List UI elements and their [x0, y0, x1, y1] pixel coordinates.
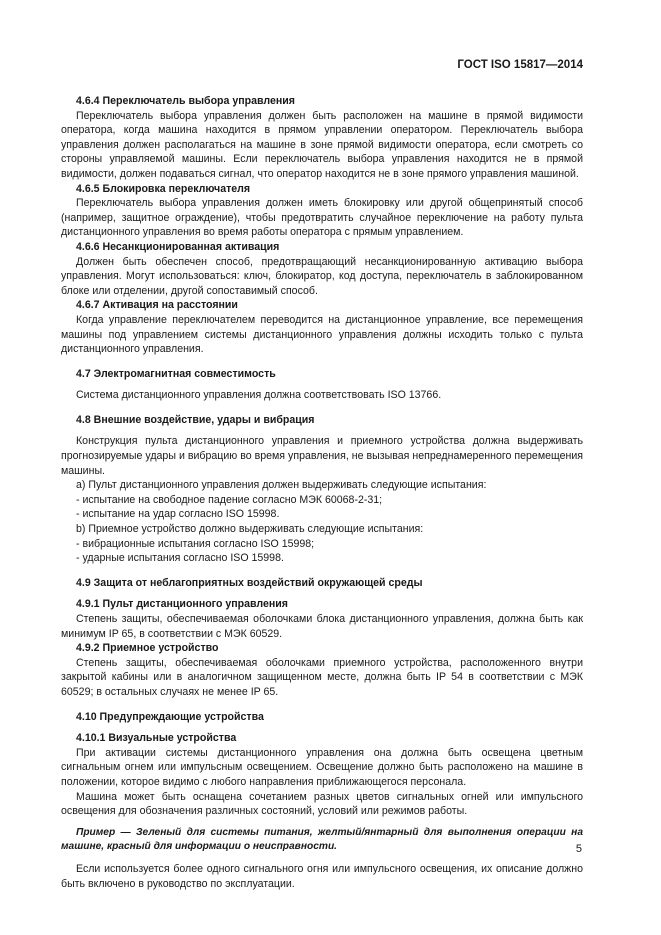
paragraph-4-6-4: Переключатель выбора управления должен быть расположен на машине в прямой видимости оператора, когда машина находится в прямом управлении оператором. Переключатель выбора управления должен располагаться на машине в зоне прямой видимости оператора, если смотреть со стороны управляемой машины. Если переключатель выбора управления находится не в прямой видимости, должен подаваться сигнал, что оператор находится не в зоне прямого управления машиной. [61, 109, 583, 180]
paragraph-4-9-2: Степень защиты, обеспечиваемая оболочками приемного устройства, расположенного внутри закрытой кабины или в аналогичном защищенном месте, должна быть IP 54 в соответствии с МЭК 60529; в остальных случаях не менее IP 65. [61, 656, 583, 698]
heading-4-6-4: 4.6.4 Переключатель выбора управления [76, 95, 295, 107]
heading-4-6-7: 4.6.7 Активация на расстоянии [76, 299, 238, 312]
heading-4-8: 4.8 Внешние воздействие, удары и вибрация [76, 413, 315, 426]
paragraph-4-6-6: Должен быть обеспечен способ, предотвращающий несанкционированную активацию выбора управления. Могут использоваться: ключ, блокиратор, код доступа, переключатель в заблокированном блоке или отделении, другой сопоставимый способ. [61, 255, 583, 297]
example-note: Пример — Зеленый для системы питания, желтый/янтарный для выполнения операции на машине, красный для информации о неисправности. [61, 826, 583, 853]
list-item: a) Пульт дистанционного управления должен выдерживать следующие испытания: [76, 479, 487, 492]
paragraph-4-10-1-b: Машина может быть оснащена сочетанием разных цветов сигнальных огней или импульсного освещения для обозначения различных состояний, условий или режимов работы. [61, 790, 583, 818]
paragraph-4-6-5: Переключатель выбора управления должен иметь блокировку или другой общепринятый способ (например, защитное ограждение), чтобы предотвратить случайное переключение на работу пульта дистанционного управления во время работы оператора с прямым управлением. [61, 197, 583, 239]
paragraph-4-8: Конструкция пульта дистанционного управления и приемного устройства должна выдерживать прогнозируемые удары и вибрацию во время управления, не вызывая непреднамеренного перемещения машины. [61, 435, 583, 477]
heading-4-6-6: 4.6.6 Несанкционированная активация [76, 240, 280, 253]
list-item: - ударные испытания согласно ISO 15998. [76, 552, 284, 565]
heading-4-9-1: 4.9.1 Пульт дистанционного управления [76, 598, 288, 611]
heading-4-7: 4.7 Электромагнитная совместимость [76, 367, 276, 380]
paragraph-4-9-1: Степень защиты, обеспечиваемая оболочками блока дистанционного управления, должна быть как минимум IP 65, в соответствии с МЭК 60529. [61, 613, 583, 640]
paragraph-4-10-1-a: При активации системы дистанционного управления она должна быть освещена цветным сигнальным огнем или импульсным освещением. Освещение должно быть расположено на машине в положении, которое видимо с любого направления приближающегося персонала. [61, 746, 583, 788]
page-content [61, 94, 583, 891]
heading-4-10: 4.10 Предупреждающие устройства [76, 710, 264, 723]
heading-4-6-5: 4.6.5 Блокировка переключателя [76, 182, 251, 195]
heading-4-9: 4.9 Защита от неблагоприятных воздействий окружающей среды [76, 576, 423, 589]
list-item: - испытание на свободное падение согласно МЭК 60068-2-31; [76, 493, 383, 506]
heading-4-9-2: 4.9.2 Приемное устройство [76, 642, 219, 655]
paragraph-4-6-7: Когда управление переключателем переводится на дистанционное управление, все перемещения машины под управлением системы дистанционного управления должны исходить только с пульта дистанционного управления. [61, 313, 583, 356]
heading-4-10-1: 4.10.1 Визуальные устройства [76, 732, 237, 745]
paragraph-4-10-1-c: Если используется более одного сигнального огня или импульсного освещения, их описание должно быть включено в руководство по эксплуатации. [61, 862, 583, 890]
document-id: ГОСТ ISO 15817—2014 [457, 59, 583, 71]
list-item: - вибрационные испытания согласно ISO 15998; [76, 537, 315, 550]
list-item: - испытание на удар согласно ISO 15998. [76, 508, 280, 521]
page-number: 5 [575, 843, 582, 855]
list-item: b) Приемное устройство должно выдерживать следующие испытания: [76, 523, 424, 536]
paragraph-4-7: Система дистанционного управления должна соответствовать ISO 13766. [76, 389, 442, 402]
